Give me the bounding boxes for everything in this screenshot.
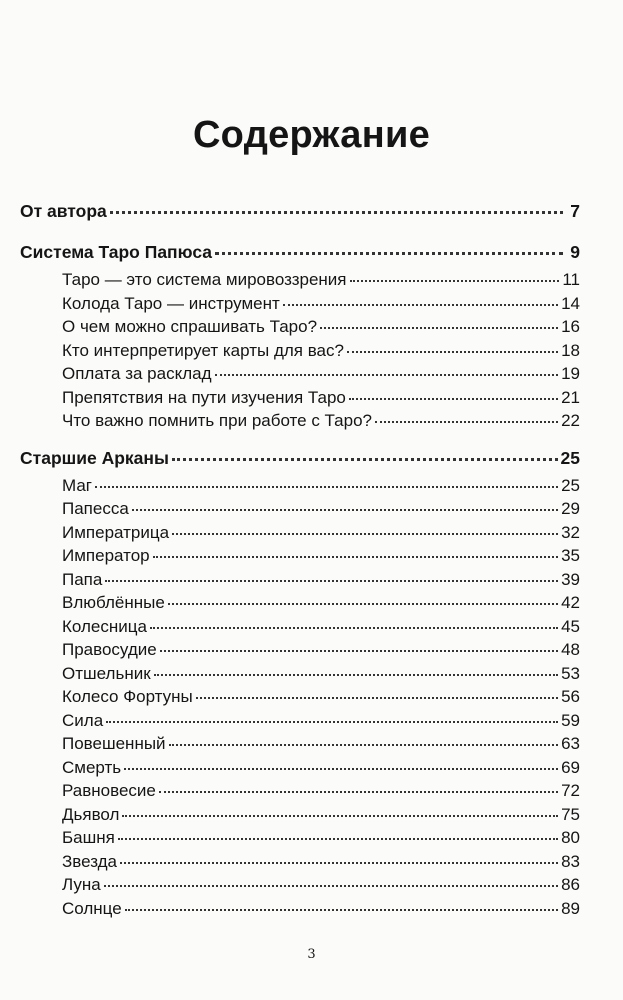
toc-subentry[interactable] — [20, 852, 580, 876]
dot-leader — [153, 556, 558, 558]
toc-subentry-label: Папа — [62, 569, 103, 589]
toc-entry-page: 25 — [560, 447, 580, 468]
toc-subentry[interactable] — [20, 523, 580, 547]
toc-subentry-label: Отшельник — [62, 663, 151, 683]
toc-subentry[interactable] — [20, 664, 580, 688]
dot-leader — [320, 327, 558, 329]
toc-subentry-page: 86 — [561, 875, 580, 894]
dot-leader — [125, 909, 558, 911]
toc-subentry-page: 18 — [561, 340, 580, 360]
toc-subentry[interactable] — [20, 294, 580, 318]
toc-subentry-page: 32 — [561, 522, 580, 542]
toc-subentry-label: О чем можно спрашивать Таро? — [62, 317, 318, 336]
toc-subentry-label: Башня — [62, 828, 115, 847]
toc-subentry[interactable] — [20, 617, 580, 641]
toc-subentry-page: 56 — [561, 687, 580, 706]
toc-subentry-label: Колесница — [62, 616, 147, 636]
toc-subentry-label: Оплата за расклад — [62, 364, 212, 383]
dot-leader — [122, 815, 558, 817]
toc-subentry-label: Влюблённые — [62, 593, 165, 612]
toc-subentry-page: 16 — [561, 317, 580, 336]
toc-subentry-page: 14 — [561, 293, 580, 313]
dot-leader — [95, 486, 558, 488]
page-number: 3 — [307, 947, 316, 962]
toc-subentry-page: 29 — [561, 499, 580, 518]
dot-leader — [168, 603, 558, 605]
dot-leader — [172, 458, 558, 461]
dot-leader — [118, 838, 558, 840]
toc-subentry-label: Сила — [62, 710, 104, 730]
dot-leader — [105, 580, 558, 582]
toc-subentry-page: 83 — [561, 851, 580, 871]
toc-subentry-label: Дьявол — [62, 804, 120, 824]
dot-leader — [349, 398, 558, 400]
toc-subentry-label: Повешенный — [62, 734, 166, 753]
toc-subentry-page: 89 — [561, 898, 580, 918]
toc-subentry[interactable] — [20, 593, 580, 617]
toc-subentry-label: Таро — это система мировоззрения — [62, 270, 347, 289]
dot-leader — [169, 744, 559, 746]
toc-subentry-page: 69 — [561, 757, 580, 777]
toc-subentry-label: Колесо Фортуны — [62, 687, 193, 706]
toc-subentry-label: Папесса — [62, 499, 129, 518]
toc-entry-page: 7 — [570, 201, 580, 221]
toc-subentry-page: 72 — [561, 781, 580, 800]
toc-subentry-label: Кто интерпретирует карты для вас? — [62, 340, 344, 360]
toc-subentry[interactable] — [20, 711, 580, 735]
toc-subentry[interactable] — [20, 734, 580, 758]
toc-subentry[interactable] — [20, 899, 580, 923]
dot-leader — [347, 351, 558, 353]
dot-leader — [160, 650, 558, 652]
toc-subentry[interactable] — [20, 781, 580, 805]
toc-subentry-page: 21 — [561, 387, 580, 407]
toc-section-sistema-taro — [20, 242, 580, 435]
toc-subentry-label: Луна — [62, 875, 101, 894]
toc-subentry-page: 80 — [561, 828, 580, 847]
toc-subentry-page: 63 — [561, 734, 580, 753]
dot-leader — [196, 697, 558, 699]
table-of-contents — [20, 201, 580, 935]
dot-leader — [124, 768, 558, 770]
toc-subentry-page: 53 — [561, 663, 580, 683]
toc-subentry[interactable] — [20, 411, 580, 435]
toc-entry[interactable] — [20, 201, 580, 229]
toc-subentry[interactable] — [20, 828, 580, 852]
toc-subentry-label: Императрица — [62, 522, 170, 542]
dot-leader — [283, 304, 558, 306]
toc-subentry-page: 11 — [562, 270, 580, 289]
dot-leader — [106, 721, 558, 723]
dot-leader — [120, 862, 558, 864]
page-title: Содержание — [192, 114, 431, 156]
toc-subentry-page: 25 — [561, 475, 580, 495]
toc-entry-page: 9 — [570, 242, 580, 262]
toc-subentry-label: Колода Таро — инструмент — [62, 293, 280, 313]
toc-subentry[interactable] — [20, 687, 580, 711]
dot-leader — [215, 374, 559, 376]
dot-leader — [150, 627, 558, 629]
toc-entry-label: Система Таро Папюса — [20, 242, 213, 262]
toc-subentry[interactable] — [20, 388, 580, 412]
toc-subentry-label: Что важно помнить при работе с Таро? — [62, 411, 372, 430]
toc-subentry-label: Солнце — [62, 898, 122, 918]
toc-subentry-page: 35 — [561, 546, 580, 565]
toc-subentry[interactable] — [20, 758, 580, 782]
toc-subentry[interactable] — [20, 805, 580, 829]
toc-subentry[interactable] — [20, 499, 580, 523]
toc-section-ot-avtora — [20, 201, 580, 229]
dot-leader — [159, 791, 558, 793]
toc-section-starshie-arkany — [20, 448, 580, 923]
dot-leader — [154, 674, 558, 676]
toc-entry[interactable] — [20, 242, 580, 270]
toc-subentry[interactable] — [20, 476, 580, 500]
toc-entry-label: От автора — [20, 201, 107, 221]
toc-subentry[interactable] — [20, 875, 580, 899]
toc-subentry-label: Маг — [62, 475, 93, 495]
toc-entry[interactable] — [20, 448, 580, 476]
toc-subentry-page: 19 — [561, 364, 580, 383]
toc-subentry-page: 75 — [561, 804, 580, 824]
dot-leader — [350, 280, 560, 282]
toc-subentry[interactable] — [20, 640, 580, 664]
toc-entry-label: Старшие Арканы — [20, 447, 169, 468]
toc-subentry-page: 48 — [561, 640, 580, 659]
toc-subentry-label: Препятствия на пути изучения Таро — [62, 387, 346, 407]
dot-leader — [375, 421, 558, 423]
dot-leader — [104, 885, 558, 887]
toc-subentry-label: Император — [62, 546, 150, 565]
toc-subentry[interactable] — [20, 546, 580, 570]
toc-subentry[interactable] — [20, 364, 580, 388]
toc-subentry[interactable] — [20, 570, 580, 594]
toc-subentry-label: Равновесие — [62, 781, 156, 800]
toc-subentry-page: 22 — [561, 411, 580, 430]
dot-leader — [132, 509, 558, 511]
toc-subentry-page: 59 — [561, 710, 580, 730]
toc-subentry-page: 39 — [561, 569, 580, 589]
dot-leader — [215, 252, 563, 255]
dot-leader — [172, 533, 558, 535]
toc-subentry[interactable] — [20, 317, 580, 341]
dot-leader — [110, 211, 563, 214]
toc-subentry[interactable] — [20, 341, 580, 365]
toc-subentry-label: Звезда — [62, 851, 117, 871]
toc-subentry-page: 42 — [561, 593, 580, 612]
toc-subentry[interactable] — [20, 270, 580, 294]
toc-subentry-label: Правосудие — [62, 640, 157, 659]
toc-subentry-label: Смерть — [62, 757, 122, 777]
toc-subentry-page: 45 — [561, 616, 580, 636]
